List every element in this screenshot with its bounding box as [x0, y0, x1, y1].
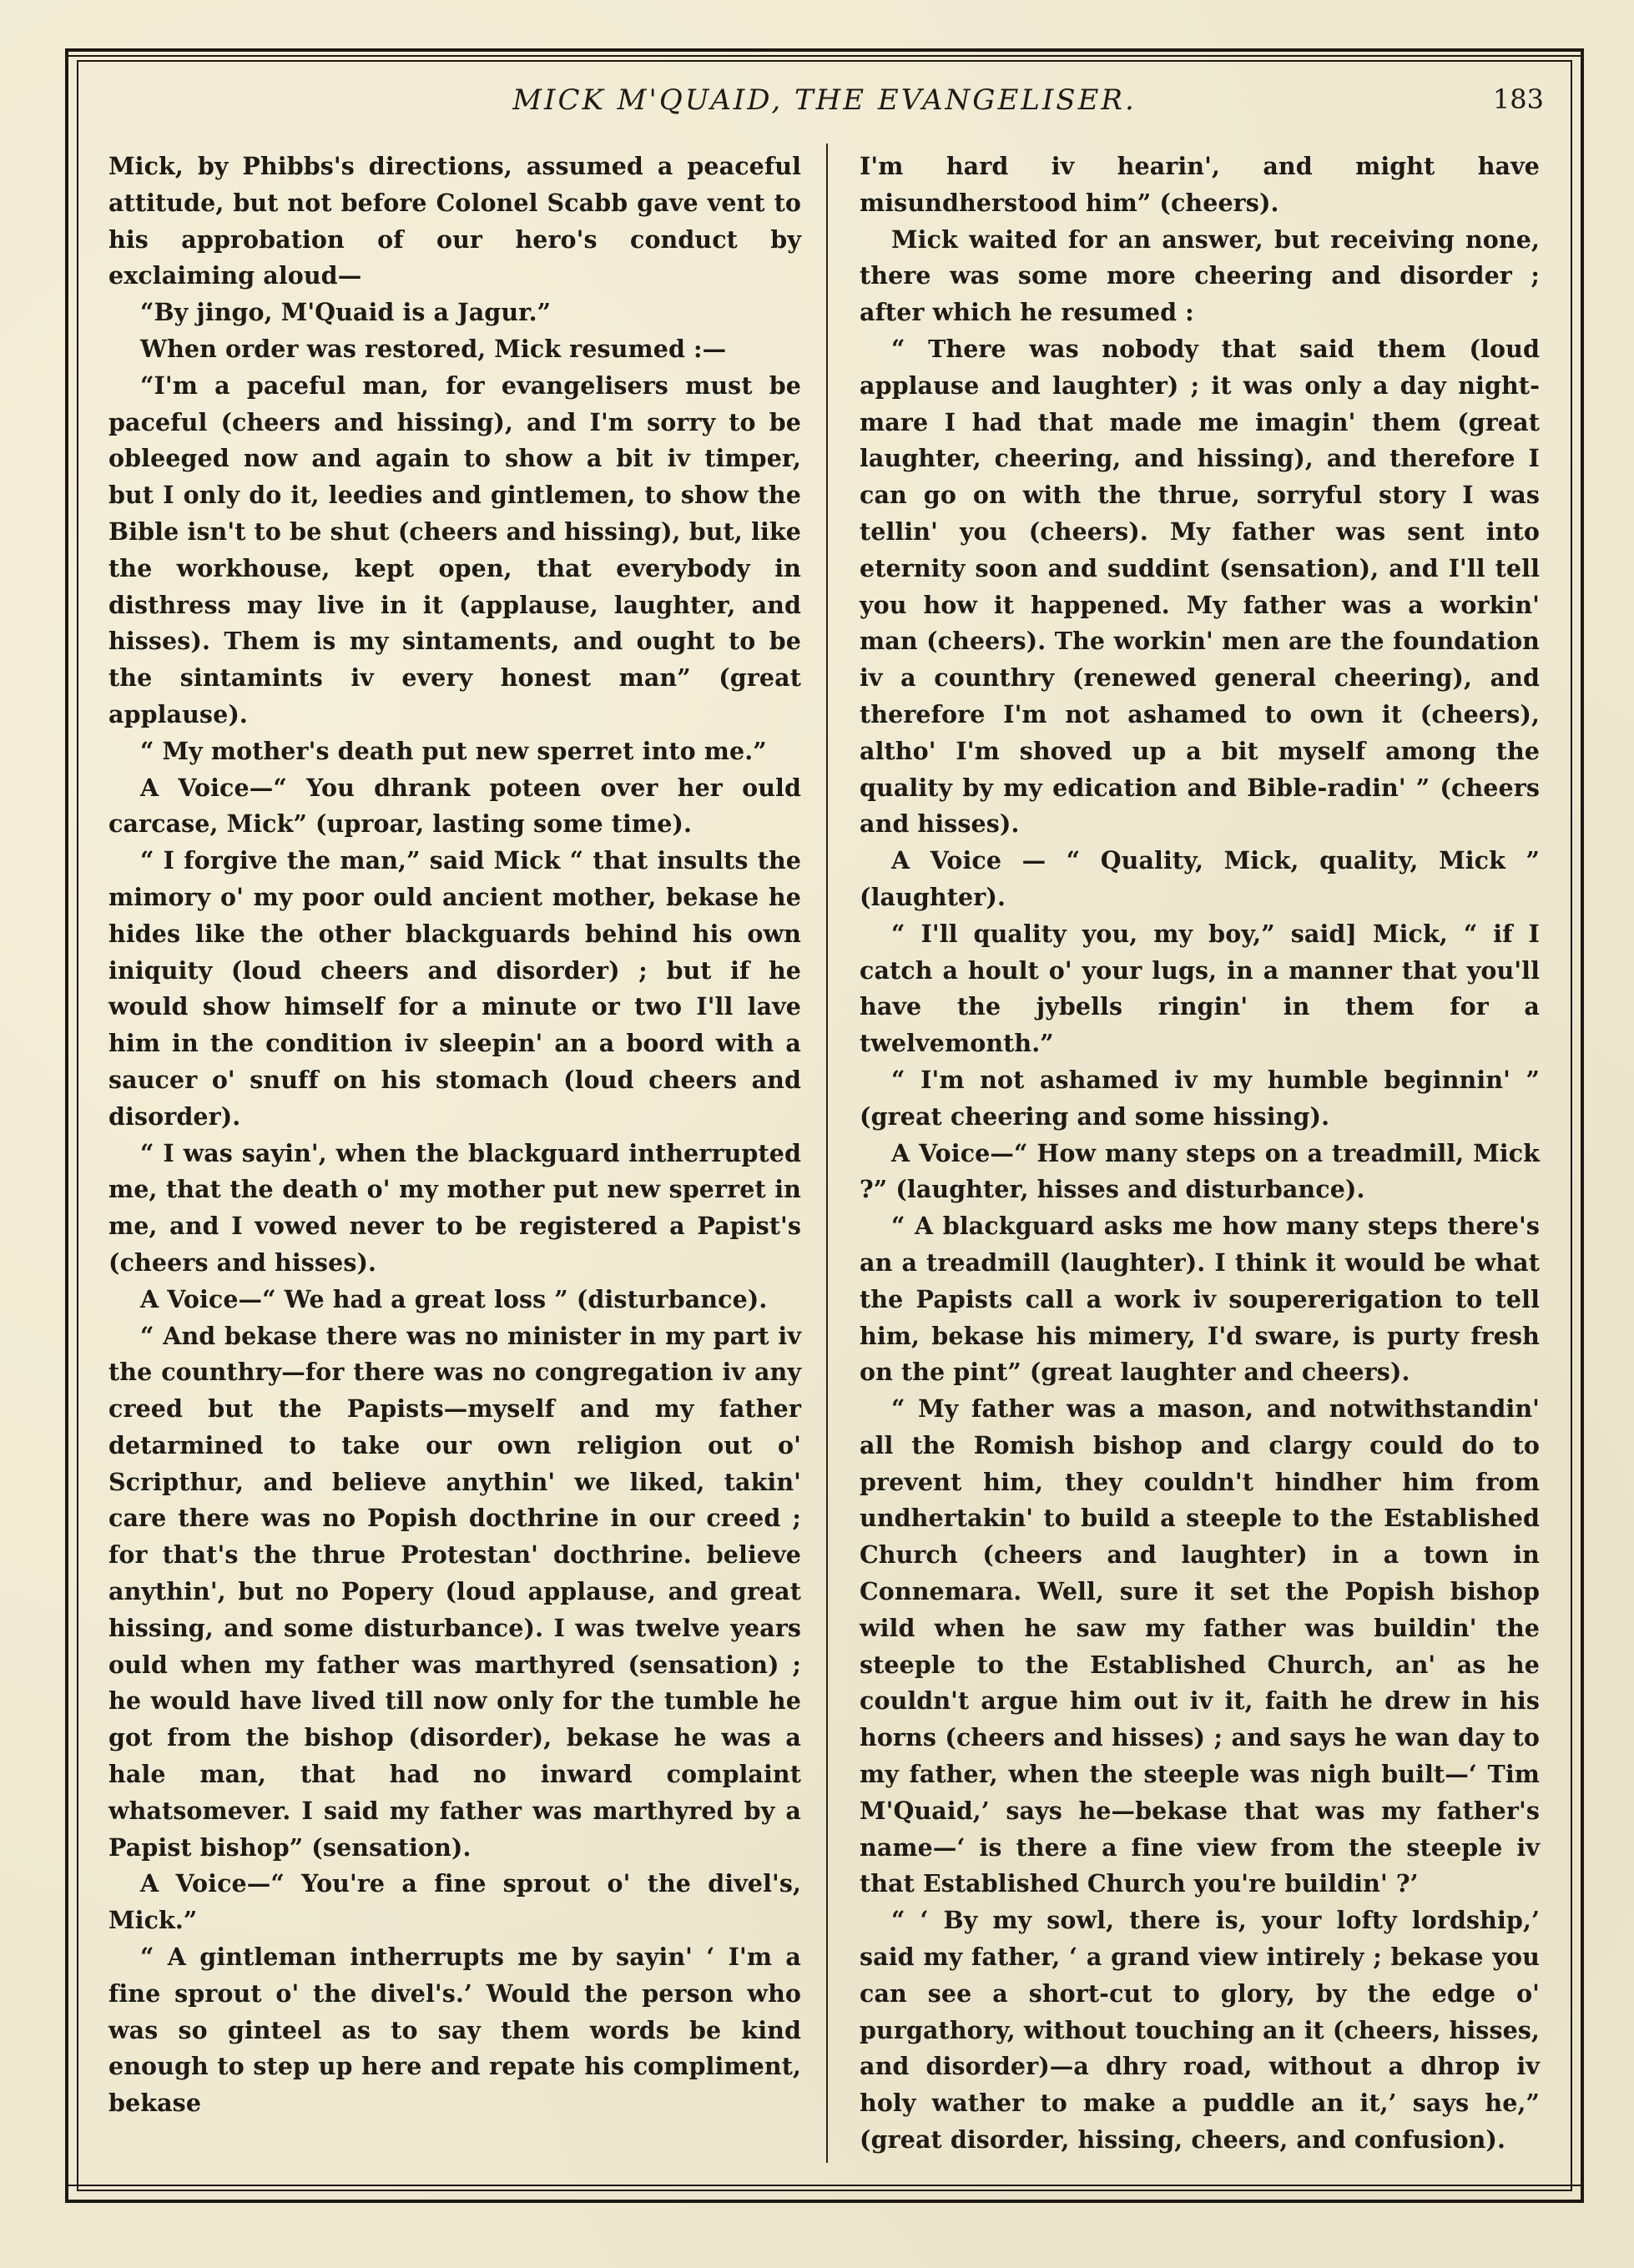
- paragraph: A Voice—“ You're a fine sprout o' the divel's, Mick.”: [108, 1869, 801, 1935]
- paragraph: “ I forgive the man,” said Mick “ that insults the mimory o' my poor ould ancient mother, bekase he hides like the other blackguards behind his own iniquity (loud cheers and disorder) ; but if he would show himself for a minute or two I'll lave him in the condition iv sleepin' an a boord with a saucer o' snuff on his stomach (loud cheers and disorder).: [108, 846, 801, 1131]
- page-number: 183: [1492, 83, 1544, 115]
- paragraph: “ And bekase there was no minister in my part iv the counthry—for there was no congregation iv any creed but the Papists—myself and my father detarmined to take our own religion out o' Scripthur, and believe anythin' we liked, takin' care there was no Popish docthrine in our creed ; for that's the thrue Protestan' docthrine. believe anythin', but no Popery (loud applause, and great hissing, and some disturbance). I was twelve years ould when my father was marthyred (sensation) ; he would have lived till now only for the tumble he got from the bishop (disorder), bekase he was a hale man, that had no inward complaint whatsomever. I said my father was marthyred by a Papist bishop” (sensation).: [108, 1321, 801, 1862]
- top-rule: [65, 55, 1584, 57]
- running-head: MICK M'QUAID, THE EVANGELISER.: [512, 83, 1137, 117]
- paragraph: “ There was nobody that said them (loud applause and laughter) ; it was only a day night-mare I had that made me imagin' them (great laughter, cheering, and hissing), and therefore I can go on with the thrue, sorryful story I was tellin' you (cheers). My father was sent into eternity soon and suddint (sensation), and I'll tell you how it happened. My father was a workin' man (cheers). The workin' men are the foundation iv a counthry (renewed general cheering), and therefore I'm not ashamed to own it (cheers), altho' I'm shoved up a bit myself among the quality by my edication and Bible-radin' ” (cheers and hisses).: [860, 334, 1540, 839]
- paragraph: “I'm a paceful man, for evangelisers must be paceful (cheers and hissing), and I'm sorry to be obleeged now and again to show a bit iv timper, but I only do it, leedies and gintlemen, to show the Bible isn't to be shut (cheers and hissing), but, like the workhouse, kept open, that everybody in disthress may live in it (applause, laughter, and hisses). Them is my sintaments, and ought to be the sintamints iv every honest man” (great applause).: [108, 370, 801, 728]
- paragraph: “ A gintleman intherrupts me by sayin' ‘ I'm a fine sprout o' the divel's.’ Would the person who was so ginteel as to say them words be kind enough to step up here and repate his compliment, bekase: [108, 1943, 801, 2118]
- paragraph: “ ‘ By my sowl, there is, your lofty lordship,’ said my father, ‘ a grand view intirely ; bekase you can see a short-cut to glory, by the edge o' purgathory, without touching an it (cheers, hisses, and disorder)—a dhry road, without a dhrop iv holy wather to make a puddle an it,’ says he,” (great disorder, hissing, cheers, and confusion).: [860, 1906, 1540, 2155]
- paragraph: Mick, by Phibbs's directions, assumed a peaceful attitude, but not before Colonel Scabb gave vent to his approbation of our hero's conduct by exclaiming aloud—: [108, 152, 801, 290]
- paragraph: “ My mother's death put new sperret into me.”: [140, 736, 767, 765]
- paragraph: I'm hard iv hearin', and might have misundherstood him” (cheers).: [860, 152, 1540, 217]
- paragraph: “ My father was a mason, and notwithstandin' all the Romish bishop and clargy could do to prevent him, they couldn't hindher him from undhertakin' to build a steeple to the Established Church (cheers and laughter) in a town in Connemara. Well, sure it set the Popish bishop wild when he saw my father was buildin' the steeple to the Established Church, an' as he couldn't argue him out iv it, faith he drew in his horns (cheers and hisses) ; and says he wan day to my father, when the steeple was nigh built—‘ Tim M'Quaid,’ says he—bekase that was my father's name—‘ is there a fine view from the steeple iv that Established Church you're buildin' ?’: [860, 1394, 1540, 1898]
- paragraph: When order was restored, Mick resumed :—: [140, 334, 727, 363]
- left-column: [108, 149, 801, 2122]
- paragraph: “ I was sayin', when the blackguard intherrupted me, that the death o' my mother put new sperret in me, and I vowed never to be registered a Papist's (cheers and hisses).: [108, 1138, 801, 1277]
- paragraph: Mick waited for an answer, but receiving none, there was some more cheering and disorder ; after which he resumed :: [860, 224, 1540, 327]
- column-divider: [826, 144, 828, 2163]
- paragraph: A Voice—“ We had a great loss ” (disturbance).: [140, 1284, 768, 1313]
- paragraph: “ I'm not ashamed iv my humble beginnin' ” (great cheering and some hissing).: [860, 1065, 1540, 1131]
- paragraph: “By jingo, M'Quaid is a Jagur.”: [140, 298, 552, 327]
- paragraph: A Voice—“ You dhrank poteen over her ould carcase, Mick” (uproar, lasting some time).: [108, 773, 801, 839]
- paragraph: A Voice—“ How many steps on a treadmill, Mick ?” (laughter, hisses and disturbance).: [860, 1138, 1540, 1204]
- paragraph: “ A blackguard asks me how many steps there's an a treadmill (laughter). I think it would be what the Papists call a work iv soupererigation to tell him, bekase his mimery, I'd sware, is purty fresh on the pint” (great laughter and cheers).: [860, 1212, 1540, 1387]
- paragraph: “ I'll quality you, my boy,” said] Mick, “ if I catch a hoult o' your lugs, in a manner that you'll have the jybells ringin' in them for a twelvemonth.”: [860, 919, 1540, 1058]
- bottom-rule: [65, 2185, 1584, 2186]
- right-column: [860, 149, 1540, 2159]
- paragraph: A Voice — “ Quality, Mick, quality, Mick ” (laughter).: [860, 846, 1540, 911]
